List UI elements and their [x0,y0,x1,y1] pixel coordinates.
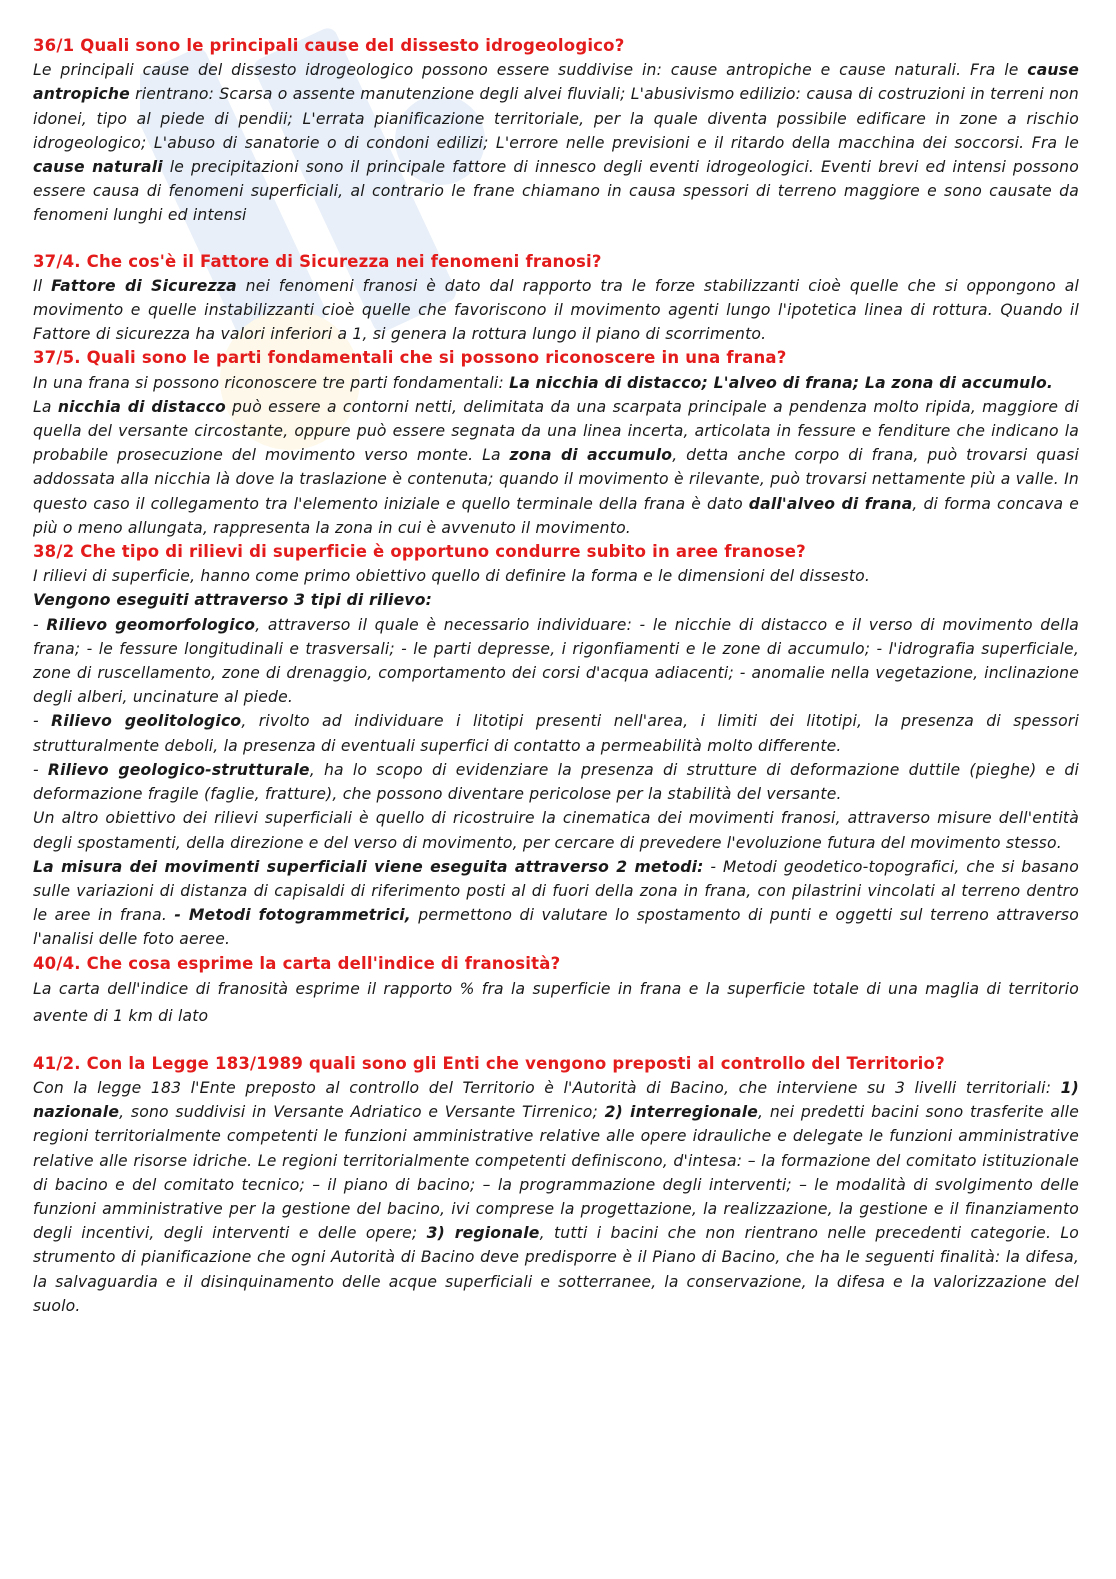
question-heading: 37/4. Che cos'è il Fattore di Sicurezza nei fenomeni franosi? [33,251,602,271]
qa-section-37-5 [33,346,1079,540]
answer-paragraph: Il Fattore di Sicurezza nei fenomeni franosi è dato dal rapporto tra le forze stabilizzanti cioè quelle che si oppongono al movimento e quelle instabilizzanti cioè quelle che favoriscono il movimento agenti lungo l'ipotetica linea di rottura. Quando il Fattore di sicurezza ha valori inferiori a 1, si genera la rottura lungo il piano di scorrimento. [33,276,1079,344]
qa-section-37-4 [33,250,1079,347]
answer-paragraph: La misura dei movimenti superficiali viene eseguita attraverso 2 metodi: - Metodi geodetico-topografici, che si basano sulle variazioni di distanza di capisaldi di riferimento posti al di fuori della zona in frana, con pilastrini vincolati al terreno dentro le aree in frana. - Metodi fotogrammetrici, permettono di valutare lo spostamento di punti e oggetti sul terreno attraverso l'analisi delle foto aeree. [33,857,1079,949]
question-heading: 38/2 Che tipo di rilievi di superficie è opportuno condurre subito in aree franose? [33,542,806,562]
answer-paragraph: La carta dell'indice di franosità esprime il rapporto % fra la superficie in frana e la superficie totale di una maglia di territorio avente di 1 km di lato [33,979,1079,1025]
question-heading: 40/4. Che cosa esprime la carta dell'indice di franosità? [33,953,561,973]
list-item: - Rilievo geolitologico, rivolto ad individuare i litotipi presenti nell'area, i limiti dei litotipi, la presenza di spessori strutturalmente deboli, la presenza di eventuali superfici di contatto a permeabilità molto differente. [33,712,1079,755]
question-heading: 41/2. Con la Legge 183/1989 quali sono gli Enti che vengono preposti al controllo del Territorio? [33,1053,945,1073]
answer-paragraph: Un altro obiettivo dei rilievi superficiali è quello di ricostruire la cinematica dei movimenti franosi, attraverso misure dell'entità degli spostamenti, della direzione e del verso di movimento, per cercare di prevedere l'evoluzione futura del movimento stesso. [33,809,1079,852]
answer-paragraph: In una frana si possono riconoscere tre parti fondamentali: La nicchia di distacco; L'alveo di frana; La zona di accumulo. [33,373,1054,392]
answer-paragraph: La nicchia di distacco può essere a contorni netti, delimitata da una scarpata principale a pendenza molto ripida, maggiore di quella del versante circostante, oppure può essere segnata da una linea incerta, articolata in fessure e fenditure che indicano la probabile prosecuzione del movimento verso monte. La zona di accumulo, detta anche corpo di frana, può trovarsi quasi addossata alla nicchia là dove la traslazione è contenuta; quando il movimento è rilevante, può trovarsi nettamente più a valle. In questo caso il collegamento tra l'elemento iniziale e quello terminale della frana è dato dall'alveo di frana, di forma concava e più o meno allungata, rappresenta la zona in cui è avvenuto il movimento. [33,397,1079,537]
qa-section-41-2 [33,1052,1079,1318]
answer-paragraph: Le principali cause del dissesto idrogeologico possono essere suddivise in: cause antropiche e cause naturali. Fra le cause antropiche rientrano: Scarsa o assente manutenzione degli alvei fluviali; L'abusivismo edilizio: causa di costruzioni in terreni non idonei, tipo al piede di pendii; L'errata pianificazione territoriale, per la quale diventa possibile edificare in zone a rischio idrogeologico; L'abuso di sanatorie o di condoni edilizi; L'errore nelle previsioni e il ritardo della macchina dei soccorsi. Fra le cause naturali le precipitazioni sono il principale fattore di innesco degli eventi idrogeologici. Eventi brevi ed intensi possono essere causa di fenomeni superficiali, al contrario le frane chiamano in causa spessori di terreno maggiore e sono causate da fenomeni lunghi ed intensi [33,61,1079,225]
question-heading: 36/1 Quali sono le principali cause del dissesto idrogeologico? [33,36,625,55]
answer-paragraph: Vengono eseguiti attraverso 3 tipi di rilievo: [33,591,433,610]
qa-section-40-4 [33,952,1079,1030]
qa-section-36-1 [33,34,1079,228]
answer-paragraph: Con la legge 183 l'Ente preposto al controllo del Territorio è l'Autorità di Bacino, che interviene su 3 livelli territoriali: 1) nazionale, sono suddivisi in Versante Adriatico e Versante Tirrenico; 2) interregionale, nei predetti bacini sono trasferite alle regioni territorialmente competenti le funzioni amministrative relative alle opere idrauliche e delegate le funzioni amministrative relative alle risorse idriche. Le regioni territorialmente competenti definiscono, d'intesa: – la formazione del comitato istituzionale di bacino e del comitato tecnico; – il piano di bacino; – la programmazione degli interventi; – le modalità di svolgimento delle funzioni amministrative per la gestione del bacino, ivi comprese la progettazione, la realizzazione, la gestione e il finanziamento degli incentivi, degli interventi e delle opere; 3) regionale, tutti i bacini che non rientrano nelle precedenti categorie. Lo strumento di pianificazione che ogni Autorità di Bacino deve predisporre è il Piano di Bacino, che ha le seguenti finalità: la difesa, la salvaguardia e il disinquinamento delle acque superficiali e sotterranee, la conservazione, la difesa e la valorizzazione del suolo. [33,1078,1079,1315]
answer-paragraph: I rilievi di superficie, hanno come primo obiettivo quello di definire la forma e le dimensioni del dissesto. [33,567,871,586]
document-page [33,34,1079,1318]
list-item: - Rilievo geologico-strutturale, ha lo scopo di evidenziare la presenza di strutture di deformazione duttile (pieghe) e di deformazione fragile (faglie, fratture), che possono diventare pericolose per la stabilità del versante. [33,760,1079,804]
list-item: - Rilievo geomorfologico, attraverso il quale è necessario individuare: - le nicchie di distacco e il verso di movimento della frana; - le fessure longitudinali e trasversali; - le parti depresse, i rigonfiamenti e le zone di accumulo; - l'idrografia superficiale, zone di ruscellamento, zone di drenaggio, comportamento dei corsi d'acqua adiacenti; - anomalie nella vegetazione, inclinazione degli alberi, uncinature al piede. [33,615,1080,707]
qa-section-38-2 [33,540,1079,951]
question-heading: 37/5. Quali sono le parti fondamentali che si possono riconoscere in una frana? [33,348,787,368]
